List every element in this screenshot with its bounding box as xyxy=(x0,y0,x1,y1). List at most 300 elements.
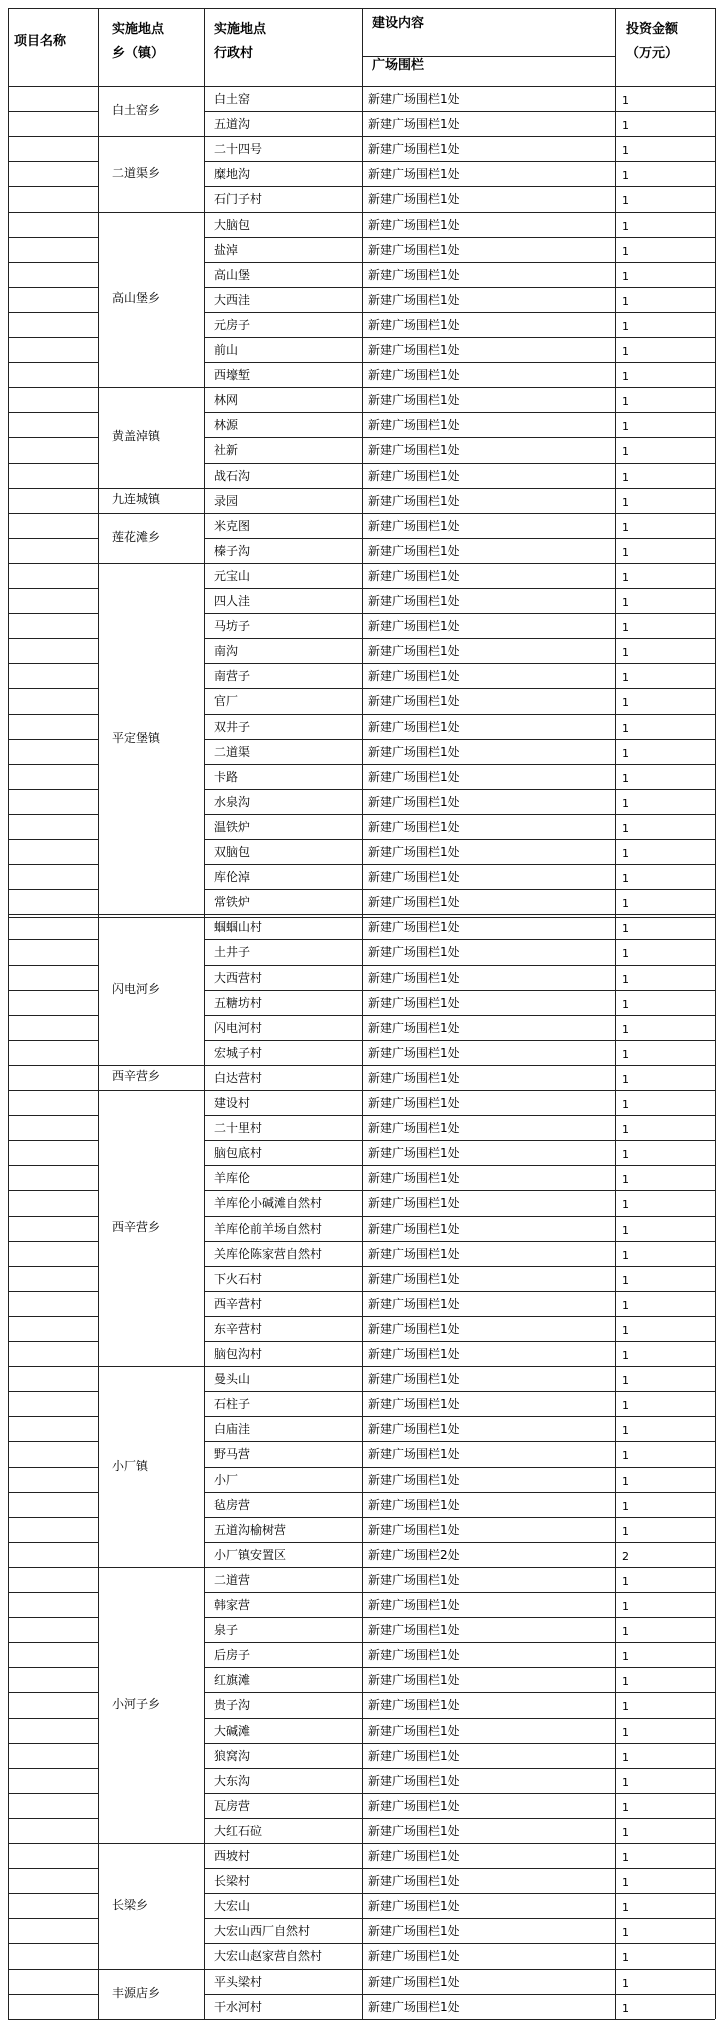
cell-village: 二道营 xyxy=(214,1573,251,1587)
row-border-right xyxy=(204,111,715,112)
cell-town: 黄盖淖镇 xyxy=(112,429,161,443)
cell-amount: 1 xyxy=(622,1374,629,1387)
row-border-left xyxy=(8,613,98,614)
row-border-left xyxy=(8,1793,98,1794)
cell-village: 高山堡 xyxy=(214,268,251,282)
cell-village: 下火石村 xyxy=(214,1272,263,1286)
cell-content: 新建广场围栏1处 xyxy=(368,1347,460,1361)
cell-content: 新建广场围栏1处 xyxy=(368,243,460,257)
cell-amount: 1 xyxy=(622,320,629,333)
row-border-left xyxy=(8,1994,98,1995)
cell-content: 新建广场围栏1处 xyxy=(368,318,460,332)
row-border-left xyxy=(8,111,98,112)
row-border-left xyxy=(8,663,98,664)
cell-village: 大红石砬 xyxy=(214,1824,263,1838)
cell-village: 脑包底村 xyxy=(214,1146,263,1160)
cell-content: 新建广场围栏1处 xyxy=(368,1021,460,1035)
row-border-left xyxy=(8,714,98,715)
row-border-left xyxy=(8,939,98,940)
cell-village: 羊库伦小碱滩自然村 xyxy=(214,1196,323,1210)
cell-content: 新建广场围栏1处 xyxy=(368,1573,460,1587)
cell-content: 新建广场围栏1处 xyxy=(368,1623,460,1637)
row-border-left xyxy=(8,287,98,288)
row-border-left xyxy=(8,1341,98,1342)
cell-content: 新建广场围栏1处 xyxy=(368,1724,460,1738)
row-border-left xyxy=(8,1743,98,1744)
column-divider-0 xyxy=(8,8,9,2019)
cell-content: 新建广场围栏1处 xyxy=(368,2000,460,2014)
cell-amount: 1 xyxy=(622,521,629,534)
cell-village: 小厂镇安置区 xyxy=(214,1548,287,1562)
cell-village: 南营子 xyxy=(214,669,251,683)
row-border-right xyxy=(204,437,715,438)
cell-village: 官厂 xyxy=(214,694,239,708)
row-border-left xyxy=(8,337,98,338)
cell-amount: 1 xyxy=(622,245,629,258)
header-town-line2: 乡（镇） xyxy=(112,46,165,61)
cell-content: 新建广场围栏1处 xyxy=(368,1222,460,1236)
cell-amount: 1 xyxy=(622,1023,629,1036)
cell-content: 新建广场围栏1处 xyxy=(368,1247,460,1261)
cell-village: 石门子村 xyxy=(214,192,263,206)
cell-content: 新建广场围栏1处 xyxy=(368,519,460,533)
row-border-left xyxy=(8,412,98,413)
cell-amount: 1 xyxy=(622,1198,629,1211)
cell-amount: 1 xyxy=(622,1650,629,1663)
row-border-right xyxy=(204,1190,715,1191)
cell-content: 新建广场围栏1处 xyxy=(368,1196,460,1210)
cell-amount: 1 xyxy=(622,496,629,509)
row-border-right xyxy=(204,1216,715,1217)
cell-content: 新建广场围栏1处 xyxy=(368,418,460,432)
cell-amount: 1 xyxy=(622,1700,629,1713)
cell-amount: 1 xyxy=(622,973,629,986)
cell-amount: 1 xyxy=(622,1148,629,1161)
row-border-left xyxy=(8,1868,98,1869)
row-border-right xyxy=(204,613,715,614)
cell-amount: 1 xyxy=(622,797,629,810)
cell-amount: 1 xyxy=(622,1274,629,1287)
cell-content: 新建广场围栏1处 xyxy=(368,142,460,156)
cell-content: 新建广场围栏1处 xyxy=(368,1272,460,1286)
cell-amount: 1 xyxy=(622,596,629,609)
cell-village: 大碱滩 xyxy=(214,1724,251,1738)
row-border-left xyxy=(8,1592,98,1593)
cell-town: 长梁乡 xyxy=(112,1898,149,1912)
row-border-right xyxy=(204,161,715,162)
cell-content: 新建广场围栏1处 xyxy=(368,1799,460,1813)
cell-village: 社新 xyxy=(214,443,239,457)
cell-content: 新建广场围栏1处 xyxy=(368,1849,460,1863)
row-border-right xyxy=(204,939,715,940)
cell-village: 曼头山 xyxy=(214,1372,251,1386)
row-border-right xyxy=(204,1743,715,1744)
column-divider-3 xyxy=(362,8,363,2019)
column-divider-4 xyxy=(615,8,616,2019)
row-border-right xyxy=(204,262,715,263)
cell-amount: 1 xyxy=(622,747,629,760)
row-border-left xyxy=(8,1768,98,1769)
cell-amount: 1 xyxy=(622,947,629,960)
cell-content: 新建广场围栏1处 xyxy=(368,544,460,558)
cell-village: 林网 xyxy=(214,393,239,407)
row-border-left xyxy=(8,1893,98,1894)
row-border-right xyxy=(204,237,715,238)
cell-content: 新建广场围栏1处 xyxy=(368,1774,460,1788)
cell-amount: 1 xyxy=(622,1349,629,1362)
row-border-left xyxy=(8,1416,98,1417)
cell-village: 大宏山赵家营自然村 xyxy=(214,1949,323,1963)
row-border-left xyxy=(8,1542,98,1543)
header-construction: 建设内容 xyxy=(372,16,425,31)
cell-content: 新建广场围栏1处 xyxy=(368,167,460,181)
cell-amount: 1 xyxy=(622,571,629,584)
cell-amount: 1 xyxy=(622,1675,629,1688)
cell-village: 卡路 xyxy=(214,770,239,784)
row-border-right xyxy=(204,1441,715,1442)
row-border-left xyxy=(8,1467,98,1468)
cell-content: 新建广场围栏1处 xyxy=(368,669,460,683)
cell-content: 新建广场围栏1处 xyxy=(368,1975,460,1989)
row-border-right xyxy=(204,1115,715,1116)
row-border-right xyxy=(204,287,715,288)
row-border-right xyxy=(204,186,715,187)
cell-village: 米克图 xyxy=(214,519,251,533)
cell-amount: 1 xyxy=(622,1726,629,1739)
row-border-right xyxy=(204,538,715,539)
row-border-right xyxy=(204,688,715,689)
cell-content: 新建广场围栏1处 xyxy=(368,368,460,382)
cell-village: 四人洼 xyxy=(214,594,251,608)
row-border-right xyxy=(204,638,715,639)
row-border-right xyxy=(204,1542,715,1543)
cell-town: 西辛营乡 xyxy=(112,1220,161,1234)
cell-content: 新建广场围栏1处 xyxy=(368,218,460,232)
cell-content: 新建广场围栏1处 xyxy=(368,1397,460,1411)
cell-amount: 1 xyxy=(622,1299,629,1312)
cell-amount: 1 xyxy=(622,1249,629,1262)
cell-village: 元宝山 xyxy=(214,569,251,583)
cell-village: 毡房营 xyxy=(214,1498,251,1512)
cell-village: 大脑包 xyxy=(214,218,251,232)
row-border-left xyxy=(8,839,98,840)
cell-village: 建设村 xyxy=(214,1096,251,1110)
cell-town: 二道渠乡 xyxy=(112,166,161,180)
cell-village: 泉子 xyxy=(214,1623,239,1637)
cell-village: 战石沟 xyxy=(214,469,251,483)
cell-content: 新建广场围栏1处 xyxy=(368,1874,460,1888)
row-border-right xyxy=(204,1718,715,1719)
cell-village: 二道渠 xyxy=(214,745,251,759)
row-border-right xyxy=(204,1316,715,1317)
cell-village: 糜地沟 xyxy=(214,167,251,181)
cell-village: 录园 xyxy=(214,494,239,508)
cell-content: 新建广场围栏1处 xyxy=(368,1146,460,1160)
row-border-right xyxy=(204,864,715,865)
row-border-right xyxy=(204,412,715,413)
row-border-left xyxy=(8,1617,98,1618)
cell-content: 新建广场围栏1处 xyxy=(368,870,460,884)
row-border-left xyxy=(8,237,98,238)
cell-content: 新建广场围栏1处 xyxy=(368,1121,460,1135)
header-project: 项目名称 xyxy=(14,34,67,49)
cell-village: 马坊子 xyxy=(214,619,251,633)
row-border-right xyxy=(204,1592,715,1593)
cell-content: 新建广场围栏1处 xyxy=(368,393,460,407)
row-border-right xyxy=(204,990,715,991)
row-border-left xyxy=(8,1918,98,1919)
row-border-left xyxy=(8,1266,98,1267)
row-border-left xyxy=(8,262,98,263)
row-border-left xyxy=(8,1140,98,1141)
cell-town: 高山堡乡 xyxy=(112,291,161,305)
cell-village: 闪电河村 xyxy=(214,1021,263,1035)
cell-village: 白庙洼 xyxy=(214,1422,251,1436)
cell-content: 新建广场围栏1处 xyxy=(368,644,460,658)
cell-village: 南沟 xyxy=(214,644,239,658)
row-border-left xyxy=(8,186,98,187)
row-border-left xyxy=(8,1818,98,1819)
cell-town: 九连城镇 xyxy=(112,492,161,506)
row-border-right xyxy=(204,1015,715,1016)
cell-amount: 1 xyxy=(622,1098,629,1111)
cell-village: 关库伦陈家营自然村 xyxy=(214,1247,323,1261)
cell-amount: 1 xyxy=(622,1600,629,1613)
cell-content: 新建广场围栏1处 xyxy=(368,945,460,959)
cell-content: 新建广场围栏1处 xyxy=(368,1698,460,1712)
cell-content: 新建广场围栏1处 xyxy=(368,1171,460,1185)
cell-content: 新建广场围栏1处 xyxy=(368,1297,460,1311)
cell-village: 二十里村 xyxy=(214,1121,263,1135)
cell-amount: 1 xyxy=(622,621,629,634)
cell-content: 新建广场围栏1处 xyxy=(368,1447,460,1461)
cell-content: 新建广场围栏1处 xyxy=(368,343,460,357)
cell-content: 新建广场围栏1处 xyxy=(368,569,460,583)
cell-amount: 1 xyxy=(622,119,629,132)
row-border-right xyxy=(204,814,715,815)
cell-village: 林源 xyxy=(214,418,239,432)
row-border-left xyxy=(8,1165,98,1166)
cell-amount: 1 xyxy=(622,270,629,283)
cell-amount: 1 xyxy=(622,1851,629,1864)
cell-content: 新建广场围栏1处 xyxy=(368,1523,460,1537)
cell-town: 小河子乡 xyxy=(112,1697,161,1711)
row-border-right xyxy=(204,1893,715,1894)
cell-amount: 1 xyxy=(622,1575,629,1588)
row-border-left xyxy=(8,764,98,765)
cell-village: 五道沟榆树营 xyxy=(214,1523,287,1537)
cell-amount: 1 xyxy=(622,1625,629,1638)
row-border-left xyxy=(8,789,98,790)
row-border-left xyxy=(8,1943,98,1944)
row-border-right xyxy=(204,1467,715,1468)
header-construction-sub: 广场围栏 xyxy=(372,58,425,73)
cell-amount: 1 xyxy=(622,722,629,735)
row-border-right xyxy=(204,739,715,740)
column-divider-2 xyxy=(204,8,205,2019)
cell-village: 二十四号 xyxy=(214,142,263,156)
cell-village: 西壕堑 xyxy=(214,368,251,382)
header-investment-line1: 投资金额 xyxy=(626,22,679,37)
cell-content: 新建广场围栏1处 xyxy=(368,443,460,457)
cell-amount: 1 xyxy=(622,169,629,182)
cell-amount: 1 xyxy=(622,295,629,308)
cell-village: 脑包沟村 xyxy=(214,1347,263,1361)
row-border-right xyxy=(204,463,715,464)
cell-content: 新建广场围栏1处 xyxy=(368,494,460,508)
cell-amount: 1 xyxy=(622,1525,629,1538)
cell-content: 新建广场围栏1处 xyxy=(368,1046,460,1060)
row-border-right xyxy=(204,588,715,589)
cell-content: 新建广场围栏1处 xyxy=(368,1673,460,1687)
cell-content: 新建广场围栏1处 xyxy=(368,996,460,1010)
row-border-right xyxy=(204,337,715,338)
cell-village: 双井子 xyxy=(214,720,251,734)
cell-content: 新建广场围栏1处 xyxy=(368,720,460,734)
row-border-right xyxy=(204,1692,715,1693)
row-border-left xyxy=(8,889,98,890)
cell-village: 元房子 xyxy=(214,318,251,332)
cell-amount: 1 xyxy=(622,1424,629,1437)
cell-amount: 1 xyxy=(622,1876,629,1889)
row-border-left xyxy=(8,814,98,815)
cell-content: 新建广场围栏1处 xyxy=(368,92,460,106)
cell-amount: 1 xyxy=(622,1224,629,1237)
row-border-right xyxy=(204,663,715,664)
row-border-right xyxy=(204,1517,715,1518)
row-border-left xyxy=(8,312,98,313)
row-border-right xyxy=(204,764,715,765)
cell-amount: 1 xyxy=(622,94,629,107)
cell-amount: 1 xyxy=(622,897,629,910)
cell-village: 土井子 xyxy=(214,945,251,959)
row-border-left xyxy=(8,463,98,464)
cell-content: 新建广场围栏1处 xyxy=(368,1372,460,1386)
cell-amount: 1 xyxy=(622,1048,629,1061)
row-border-left xyxy=(8,1391,98,1392)
row-border-right xyxy=(204,839,715,840)
cell-village: 韩家营 xyxy=(214,1598,251,1612)
cell-content: 新建广场围栏1处 xyxy=(368,268,460,282)
cell-amount: 2 xyxy=(622,1550,629,1563)
cell-content: 新建广场围栏1处 xyxy=(368,920,460,934)
cell-amount: 1 xyxy=(622,1399,629,1412)
row-border-right xyxy=(204,1266,715,1267)
cell-amount: 1 xyxy=(622,1951,629,1964)
row-border-left xyxy=(8,1718,98,1719)
cell-content: 新建广场围栏1处 xyxy=(368,594,460,608)
cell-amount: 1 xyxy=(622,1776,629,1789)
cell-content: 新建广场围栏1处 xyxy=(368,1071,460,1085)
cell-amount: 1 xyxy=(622,1901,629,1914)
cell-village: 常铁炉 xyxy=(214,895,251,909)
cell-content: 新建广场围栏1处 xyxy=(368,820,460,834)
cell-town: 小厂镇 xyxy=(112,1459,149,1473)
cell-content: 新建广场围栏1处 xyxy=(368,895,460,909)
row-border-left xyxy=(8,1190,98,1191)
cell-content: 新建广场围栏1处 xyxy=(368,745,460,759)
cell-amount: 1 xyxy=(622,872,629,885)
cell-amount: 1 xyxy=(622,395,629,408)
cell-amount: 1 xyxy=(622,445,629,458)
cell-village: 大西营村 xyxy=(214,971,263,985)
row-border-left xyxy=(8,1291,98,1292)
row-border-left xyxy=(8,362,98,363)
cell-content: 新建广场围栏1处 xyxy=(368,1096,460,1110)
cell-amount: 1 xyxy=(622,922,629,935)
cell-village: 平头梁村 xyxy=(214,1975,263,1989)
cell-amount: 1 xyxy=(622,220,629,233)
row-border-right xyxy=(204,1868,715,1869)
row-border-left xyxy=(8,1241,98,1242)
cell-content: 新建广场围栏1处 xyxy=(368,971,460,985)
cell-village: 羊库伦前羊场自然村 xyxy=(214,1222,323,1236)
cell-village: 东辛营村 xyxy=(214,1322,263,1336)
cell-amount: 1 xyxy=(622,1926,629,1939)
row-border-right xyxy=(204,1667,715,1668)
row-border-left xyxy=(8,1015,98,1016)
cell-content: 新建广场围栏1处 xyxy=(368,293,460,307)
row-border-right xyxy=(204,1768,715,1769)
cell-content: 新建广场围栏1处 xyxy=(368,117,460,131)
row-border-left xyxy=(8,538,98,539)
cell-amount: 1 xyxy=(622,696,629,709)
row-border-right xyxy=(204,1918,715,1919)
cell-village: 盐淖 xyxy=(214,243,239,257)
cell-village: 野马营 xyxy=(214,1447,251,1461)
cell-village: 水泉沟 xyxy=(214,795,251,809)
cell-amount: 1 xyxy=(622,345,629,358)
cell-village: 温铁炉 xyxy=(214,820,251,834)
row-border-left xyxy=(8,1492,98,1493)
cell-content: 新建广场围栏1处 xyxy=(368,1949,460,1963)
cell-content: 新建广场围栏2处 xyxy=(368,1548,460,1562)
row-border-right xyxy=(204,1492,715,1493)
row-border-left xyxy=(8,1441,98,1442)
cell-content: 新建广场围栏1处 xyxy=(368,619,460,633)
row-border-right xyxy=(204,362,715,363)
row-border-right xyxy=(204,1793,715,1794)
row-border-right xyxy=(204,965,715,966)
cell-town: 白土窑乡 xyxy=(112,103,161,117)
row-border-right xyxy=(204,1617,715,1618)
cell-amount: 1 xyxy=(622,1073,629,1086)
row-border-left xyxy=(8,161,98,162)
row-border-right xyxy=(204,1391,715,1392)
cell-village: 库伦淖 xyxy=(214,870,251,884)
cell-content: 新建广场围栏1处 xyxy=(368,1749,460,1763)
row-border-left xyxy=(8,638,98,639)
cell-content: 新建广场围栏1处 xyxy=(368,1899,460,1913)
header-sub-divider xyxy=(362,56,615,57)
header-investment-line2: （万元） xyxy=(626,46,679,61)
cell-amount: 1 xyxy=(622,998,629,1011)
cell-amount: 1 xyxy=(622,822,629,835)
cell-amount: 1 xyxy=(622,646,629,659)
row-border-left xyxy=(8,739,98,740)
row-border-left xyxy=(8,1216,98,1217)
row-border-right xyxy=(204,889,715,890)
cell-content: 新建广场围栏1处 xyxy=(368,845,460,859)
cell-amount: 1 xyxy=(622,1826,629,1839)
cell-village: 长梁村 xyxy=(214,1874,251,1888)
row-border-left xyxy=(8,990,98,991)
cell-amount: 1 xyxy=(622,546,629,559)
cell-content: 新建广场围栏1处 xyxy=(368,795,460,809)
cell-village: 大东沟 xyxy=(214,1774,251,1788)
row-border-left xyxy=(8,1517,98,1518)
cell-village: 狼窝沟 xyxy=(214,1749,251,1763)
